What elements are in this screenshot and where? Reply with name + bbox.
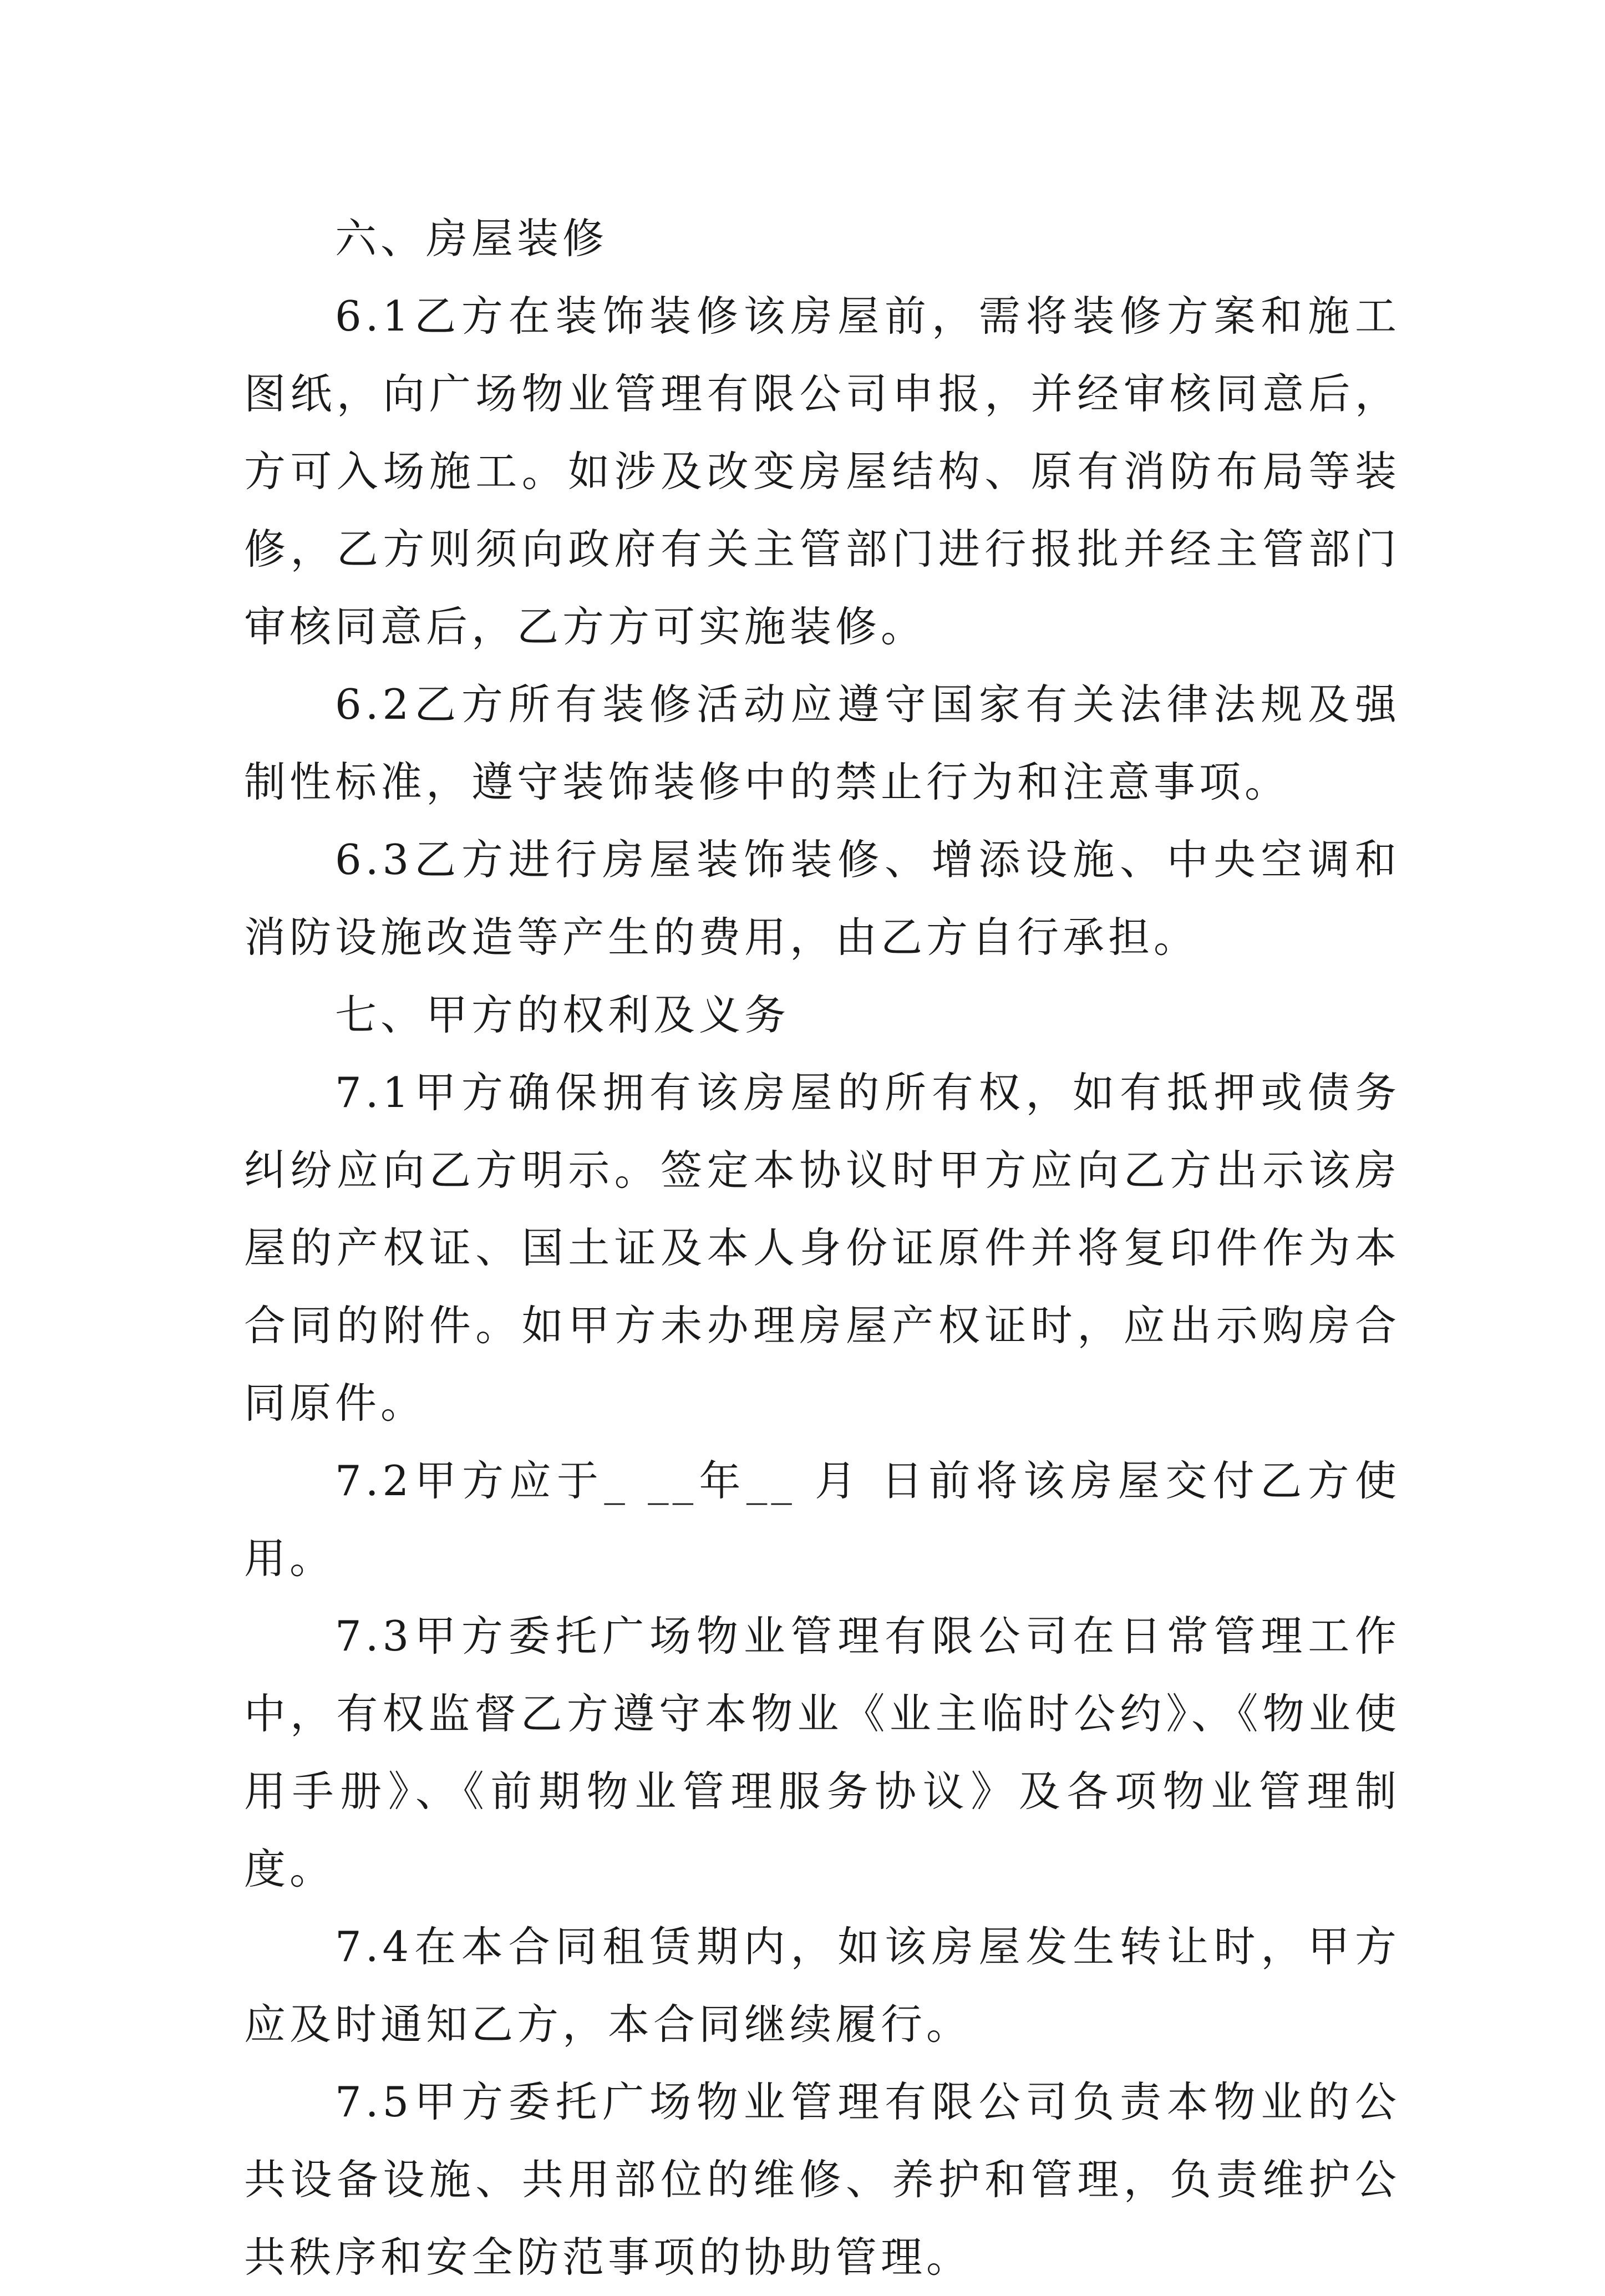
clause-7-4: 7.4在本合同租赁期内，如该房屋发生转让时，甲方应及时通知乙方，本合同继续履行。 <box>244 1922 1400 2049</box>
section-heading-decoration: 六、房屋装修 <box>335 214 608 263</box>
clause-7-2: 7.2甲方应于_ __年__ 月 日前将该房屋交付乙方使用。 <box>244 1456 1400 1583</box>
clause-6-2: 6.2乙方所有装修活动应遵守国家有关法律法规及强制性标准，遵守装饰装修中的禁止行为和注意事项。 <box>244 680 1400 806</box>
document-body <box>244 200 1400 2296</box>
clause-7-1: 7.1甲方确保拥有该房屋的所有权，如有抵押或债务纠纷应向乙方明示。签定本协议时甲方应向乙方出示该房屋的产权证、国土证及本人身份证原件并将复印件作为本合同的附件。如甲方未办理房屋产权证时，应出示购房合同原件。 <box>244 1068 1400 1428</box>
clause-6-3: 6.3乙方进行房屋装饰装修、增添设施、中央空调和消防设施改造等产生的费用，由乙方自行承担。 <box>244 835 1400 962</box>
clause-6-1: 6.1乙方在装饰装修该房屋前，需将装修方案和施工图纸，向广场物业管理有限公司申报，并经审核同意后，方可入场施工。如涉及改变房屋结构、原有消防布局等装修，乙方则须向政府有关主管部门进行报批并经主管部门审核同意后，乙方方可实施装修。 <box>244 292 1400 651</box>
clause-7-5: 7.5甲方委托广场物业管理有限公司负责本物业的公共设备设施、共用部位的维修、养护和管理，负责维护公共秩序和安全防范事项的协助管理。 <box>244 2077 1400 2282</box>
clause-7-3: 7.3甲方委托广场物业管理有限公司在日常管理工作中，有权监督乙方遵守本物业《业主临时公约》、《物业使用手册》、《前期物业管理服务协议》及各项物业管理制度。 <box>244 1612 1400 1893</box>
section-heading-lessor-rights: 七、甲方的权利及义务 <box>335 990 790 1039</box>
